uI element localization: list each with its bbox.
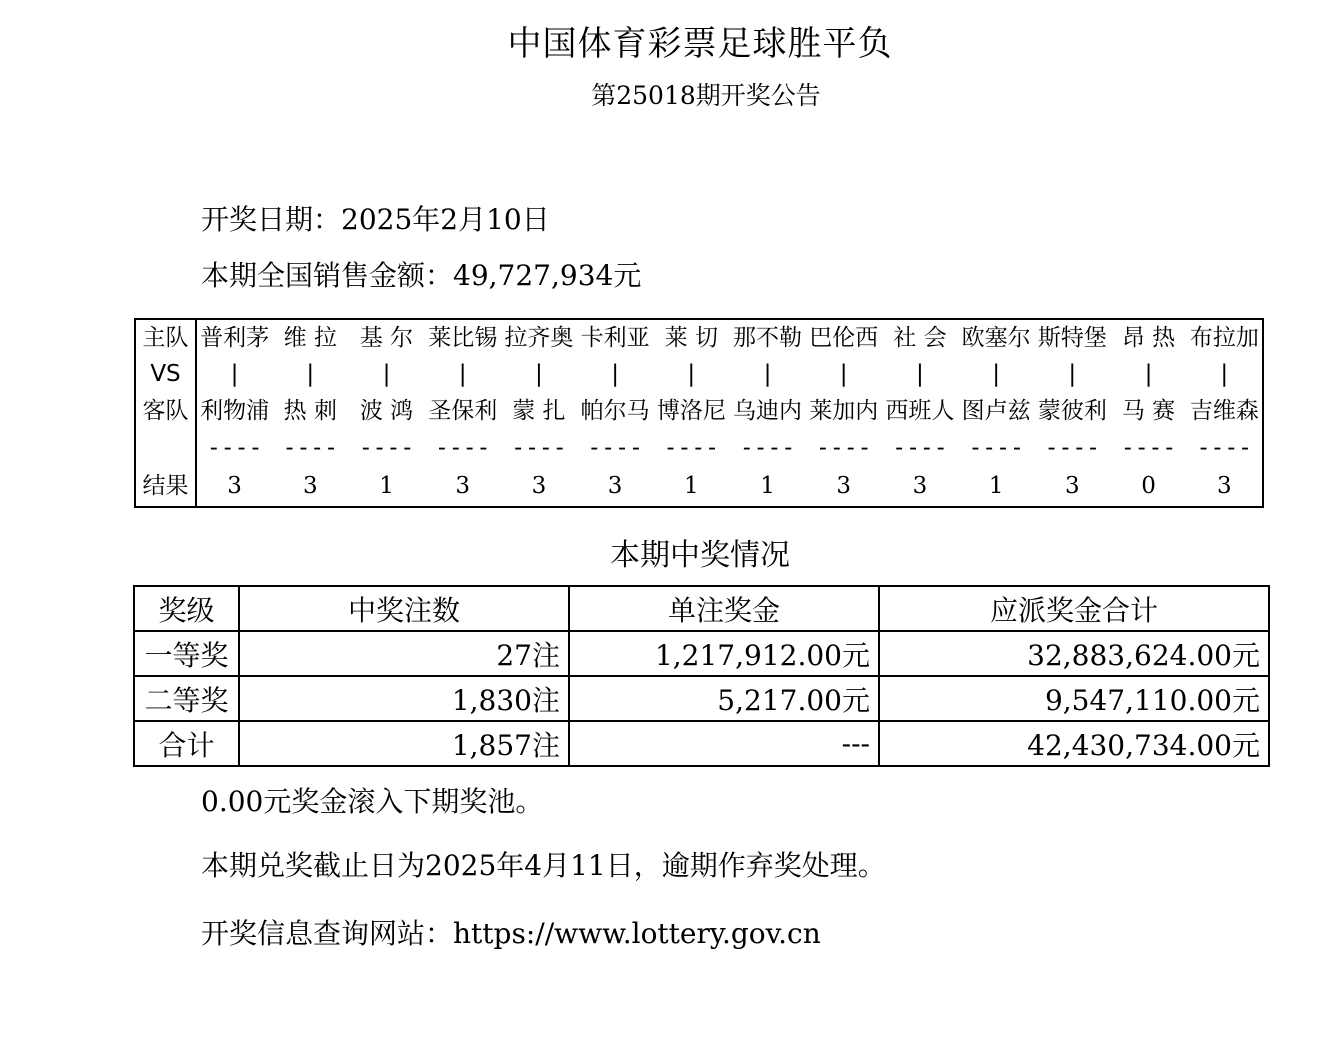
vs-separator: | bbox=[455, 361, 470, 387]
prize-level: 二等奖 bbox=[134, 676, 239, 721]
match-result: 3 bbox=[912, 473, 928, 499]
score-dash: ---- bbox=[892, 435, 948, 461]
prize-count: 27注 bbox=[239, 631, 569, 676]
prize-header-row bbox=[134, 586, 1269, 631]
score-dash: ---- bbox=[739, 435, 796, 461]
match-result: 3 bbox=[302, 473, 318, 499]
result-label: 结果 bbox=[135, 467, 196, 507]
vs-separator: | bbox=[1217, 361, 1232, 387]
sales-amount: 本期全国销售金额：49,727,934元 bbox=[201, 259, 642, 292]
prize-table bbox=[133, 585, 1270, 767]
score-dash: ---- bbox=[1196, 435, 1253, 461]
match-result: 3 bbox=[1065, 473, 1080, 499]
away-team: 博洛尼 bbox=[656, 398, 726, 424]
home-team: 社 会 bbox=[893, 324, 947, 351]
prize-total: 42,430,734.00元 bbox=[879, 721, 1269, 766]
score-dash: ---- bbox=[435, 435, 491, 461]
home-team: 拉齐奥 bbox=[504, 324, 574, 351]
prize-single: --- bbox=[569, 721, 879, 766]
match-result: 1 bbox=[379, 473, 394, 499]
website-note: 开奖信息查询网站：https://www.lottery.gov.cn bbox=[201, 917, 821, 950]
score-dash: ---- bbox=[663, 435, 720, 461]
home-team-row bbox=[135, 319, 1263, 356]
home-team: 卡利亚 bbox=[580, 324, 650, 351]
score-dash: ---- bbox=[816, 435, 872, 461]
prize-level: 一等奖 bbox=[134, 631, 239, 676]
prize-row-sum bbox=[134, 721, 1269, 766]
prize-row-first bbox=[134, 631, 1269, 676]
score-dash: ---- bbox=[358, 435, 415, 461]
away-team: 蒙 扎 bbox=[512, 398, 566, 424]
home-team: 巴伦西 bbox=[809, 324, 879, 351]
home-team: 维 拉 bbox=[283, 324, 337, 351]
prize-level: 合计 bbox=[134, 721, 239, 766]
vs-separator: | bbox=[608, 361, 623, 387]
away-team: 乌迪内 bbox=[733, 398, 803, 424]
prize-single: 5,217.00元 bbox=[569, 676, 879, 721]
rollover-note: 0.00元奖金滚入下期奖池。 bbox=[201, 785, 544, 818]
vs-separator: | bbox=[379, 361, 394, 387]
match-result: 3 bbox=[836, 473, 852, 499]
deadline-note: 本期兑奖截止日为2025年4月11日，逾期作弃奖处理。 bbox=[201, 849, 886, 882]
vs-separator: | bbox=[760, 361, 775, 387]
issue-subtitle: 第25018期开奖公告 bbox=[591, 81, 821, 110]
page-title: 中国体育彩票足球胜平负 bbox=[507, 24, 893, 64]
prize-heading: 本期中奖情况 bbox=[610, 538, 790, 573]
prize-count: 1,830注 bbox=[239, 676, 569, 721]
vs-separator: | bbox=[1065, 361, 1080, 387]
prize-total: 32,883,624.00元 bbox=[879, 631, 1269, 676]
away-team: 蒙彼利 bbox=[1037, 398, 1107, 424]
result-row bbox=[135, 467, 1263, 507]
dash-row bbox=[135, 430, 1263, 467]
column-header-count: 中奖注数 bbox=[239, 586, 569, 631]
score-dash: ---- bbox=[968, 435, 1024, 461]
match-result: 3 bbox=[227, 473, 242, 499]
away-team: 吉维森 bbox=[1189, 398, 1259, 424]
home-team: 昂 热 bbox=[1121, 324, 1176, 351]
away-team: 帕尔马 bbox=[580, 398, 650, 424]
vs-label: VS bbox=[135, 356, 196, 393]
home-team: 那不勒 bbox=[733, 324, 803, 351]
away-team: 西班人 bbox=[885, 398, 955, 424]
column-header-single: 单注奖金 bbox=[569, 586, 879, 631]
match-result: 3 bbox=[607, 473, 623, 499]
home-team: 莱比锡 bbox=[428, 324, 498, 351]
score-dash: ---- bbox=[206, 435, 263, 461]
home-team: 基 尔 bbox=[359, 324, 414, 351]
score-dash: ---- bbox=[1120, 435, 1177, 461]
column-header-level: 奖级 bbox=[134, 586, 239, 631]
away-team: 波 鸿 bbox=[359, 398, 414, 424]
prize-count: 1,857注 bbox=[239, 721, 569, 766]
vs-separator: | bbox=[989, 361, 1004, 387]
score-dash: ---- bbox=[282, 435, 338, 461]
draw-date: 开奖日期：2025年2月10日 bbox=[201, 203, 550, 236]
match-result: 1 bbox=[684, 473, 699, 499]
match-result: 3 bbox=[1217, 473, 1232, 499]
away-team: 利物浦 bbox=[200, 398, 270, 424]
home-team: 普利茅 bbox=[200, 324, 270, 351]
score-dash: ---- bbox=[587, 435, 643, 461]
vs-separator: | bbox=[1141, 361, 1156, 387]
vs-row bbox=[135, 356, 1263, 393]
match-result: 0 bbox=[1141, 473, 1156, 499]
dash-label bbox=[135, 430, 196, 467]
away-team: 圣保利 bbox=[428, 398, 498, 424]
away-team-row bbox=[135, 393, 1263, 430]
home-team: 布拉加 bbox=[1189, 324, 1259, 351]
match-result: 1 bbox=[988, 473, 1004, 499]
home-label: 主队 bbox=[135, 319, 196, 356]
vs-separator: | bbox=[303, 361, 318, 387]
match-result: 3 bbox=[531, 473, 547, 499]
match-result: 1 bbox=[760, 473, 775, 499]
prize-row-second bbox=[134, 676, 1269, 721]
vs-separator: | bbox=[684, 361, 699, 387]
prize-single: 1,217,912.00元 bbox=[569, 631, 879, 676]
away-team: 莱加内 bbox=[809, 398, 879, 424]
vs-separator: | bbox=[227, 361, 242, 387]
match-result: 3 bbox=[455, 473, 471, 499]
vs-separator: | bbox=[913, 361, 927, 387]
vs-separator: | bbox=[531, 361, 546, 387]
score-dash: ---- bbox=[511, 435, 567, 461]
home-team: 欧塞尔 bbox=[961, 324, 1031, 351]
score-dash: ---- bbox=[1044, 435, 1101, 461]
prize-total: 9,547,110.00元 bbox=[879, 676, 1269, 721]
away-label: 客队 bbox=[135, 393, 196, 430]
away-team: 热 刺 bbox=[283, 398, 337, 424]
home-team: 斯特堡 bbox=[1037, 324, 1107, 351]
away-team: 图卢兹 bbox=[961, 398, 1031, 424]
home-team: 莱 切 bbox=[664, 324, 718, 351]
away-team: 马 赛 bbox=[1121, 398, 1176, 424]
vs-separator: | bbox=[836, 361, 851, 387]
match-results-table bbox=[134, 318, 1264, 508]
column-header-total: 应派奖金合计 bbox=[879, 586, 1269, 631]
